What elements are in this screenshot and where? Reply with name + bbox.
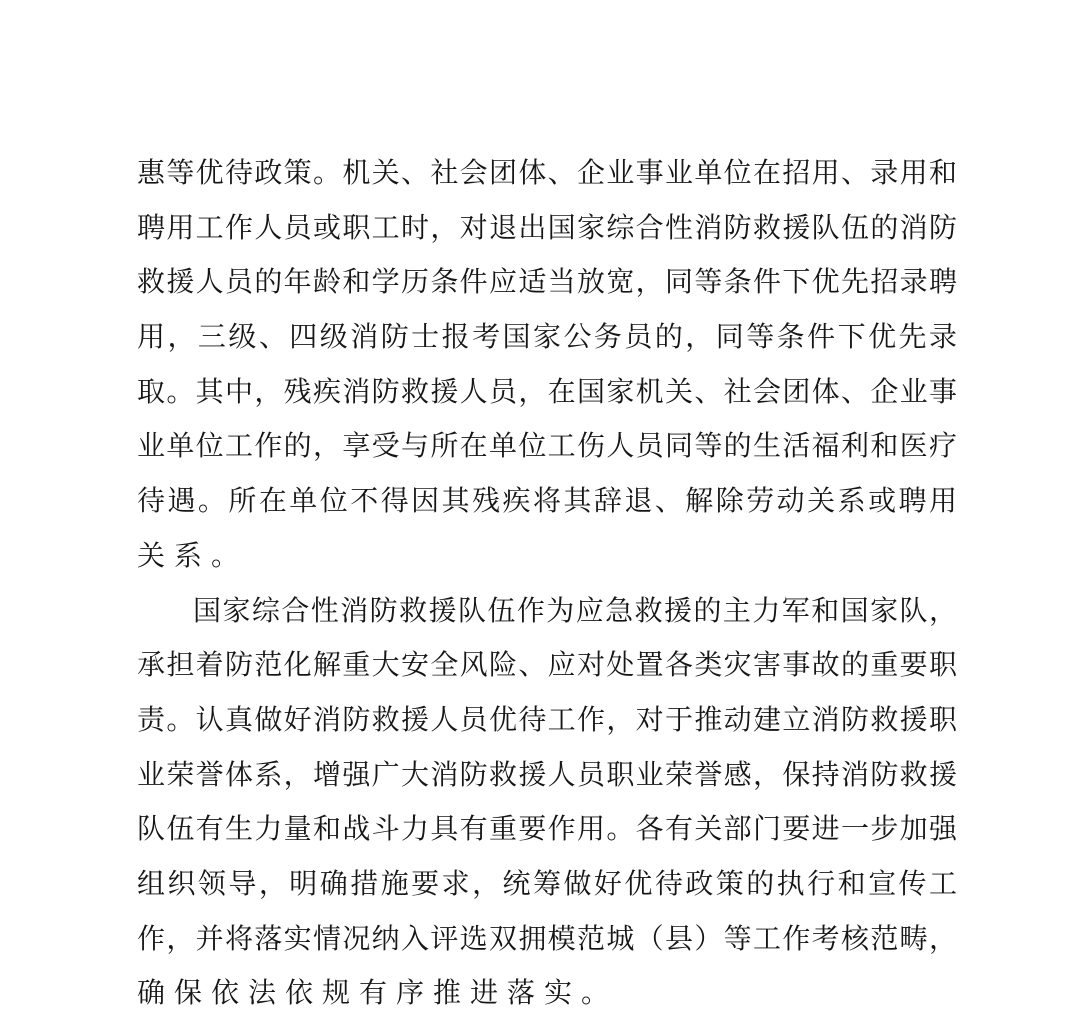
paragraph-2-line-2: 承担着防范化解重大安全风险、应对处置各类灾害事故的重要职 (137, 648, 957, 682)
paragraph-1-line-6: 业单位工作的，享受与所在单位工伤人员同等的生活福利和医疗 (137, 429, 957, 463)
paragraph-1-line-5: 取。其中，残疾消防救援人员，在国家机关、社会团体、企业事 (137, 374, 957, 408)
paragraph-2-line-8: 确保依法依规有序推进落实。 (137, 976, 619, 1010)
paragraph-2-line-6: 组织领导，明确措施要求，统筹做好优待政策的执行和宣传工 (137, 866, 957, 900)
paragraph-2-line-4: 业荣誉体系，增强广大消防救援人员职业荣誉感，保持消防救援 (137, 757, 957, 791)
paragraph-1-line-8: 关系。 (137, 538, 249, 572)
paragraph-1-line-3: 救援人员的年龄和学历条件应适当放宽，同等条件下优先招录聘 (137, 265, 957, 299)
paragraph-2-line-3: 责。认真做好消防救援人员优待工作，对于推动建立消防救援职 (137, 702, 957, 736)
paragraph-2-line-7: 作，并将落实情况纳入评选双拥模范城（县）等工作考核范畴， (137, 921, 957, 955)
document-body (137, 146, 957, 1021)
paragraph-2-line-5: 队伍有生力量和战斗力具有重要作用。各有关部门要进一步加强 (137, 812, 957, 846)
paragraph-1-line-4: 用，三级、四级消防士报考国家公务员的，同等条件下优先录 (137, 320, 957, 354)
paragraph-1-line-2: 聘用工作人员或职工时，对退出国家综合性消防救援队伍的消防 (137, 210, 957, 244)
paragraph-1-line-7: 待遇。所在单位不得因其残疾将其辞退、解除劳动关系或聘用 (137, 484, 957, 518)
paragraph-1-line-1: 惠等优待政策。机关、社会团体、企业事业单位在招用、录用和 (137, 156, 957, 189)
paragraph-2-line-1: 国家综合性消防救援队伍作为应急救援的主力军和国家队， (193, 593, 957, 627)
